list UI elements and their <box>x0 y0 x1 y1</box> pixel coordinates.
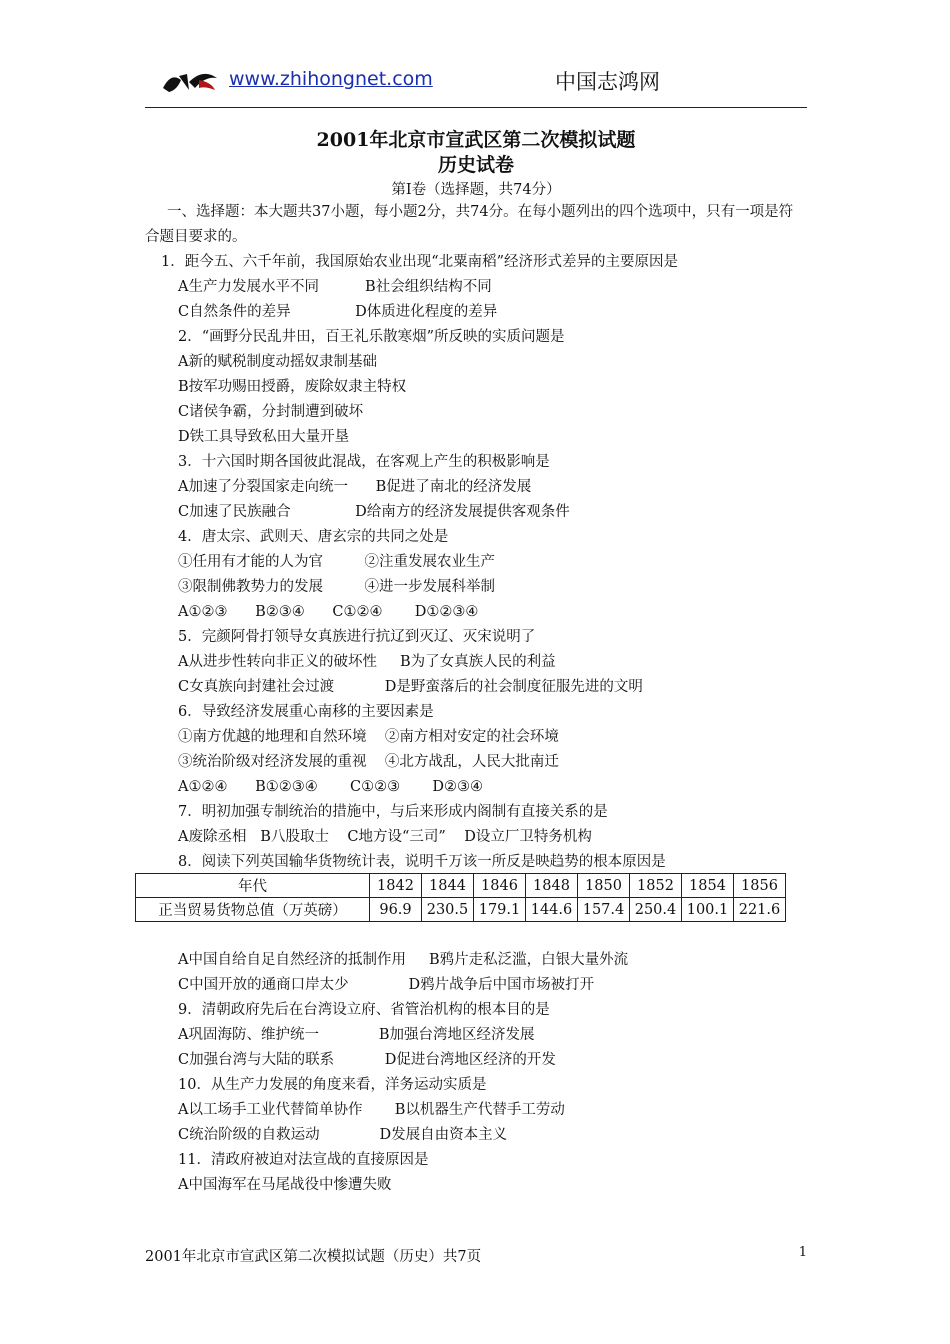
question-line: C加强台湾与大陆的联系 D促进台湾地区经济的开发 <box>178 1052 556 1068</box>
question-line: D铁工具导致私田大量开垦 <box>178 429 350 445</box>
site-name: 中国志鸿网 <box>555 70 660 94</box>
question-line: A加速了分裂国家走向统一 B促进了南北的经济发展 <box>178 479 532 495</box>
table-cell: 1848 <box>526 874 578 898</box>
question-line: A从进步性转向非正义的破坏性 B为了女真族人民的利益 <box>178 654 556 670</box>
table-cell: 250.4 <box>630 898 682 922</box>
table-cell: 96.9 <box>370 898 422 922</box>
table-row-label: 正当贸易货物总值（万英磅） <box>136 898 370 922</box>
question-line: C加速了民族融合 D给南方的经济发展提供客观条件 <box>178 504 570 520</box>
trade-table <box>135 873 786 922</box>
exam-title: 2001年北京市宣武区第二次模拟试题 <box>316 129 636 151</box>
table-cell: 100.1 <box>682 898 734 922</box>
table-cell: 179.1 <box>474 898 526 922</box>
table-cell: 1852 <box>630 874 682 898</box>
zhihong-logo-icon <box>159 66 221 96</box>
question-line: C中国开放的通商口岸太少 D鸦片战争后中国市场被打开 <box>178 977 595 993</box>
table-cell: 157.4 <box>578 898 630 922</box>
question-line: 11．清政府被迫对法宣战的直接原因是 <box>178 1152 429 1168</box>
question-line: C自然条件的差异 D体质进化程度的差异 <box>178 304 498 320</box>
question-line: A中国海军在马尾战役中惨遭失败 <box>178 1177 392 1193</box>
table-row-values <box>136 898 786 922</box>
question-line: 2．“画野分民乱井田，百王礼乐散寒烟”所反映的实质问题是 <box>178 329 565 345</box>
table-cell: 1844 <box>422 874 474 898</box>
question-line: 3．十六国时期各国彼此混战，在客观上产生的积极影响是 <box>178 454 550 470</box>
header-rule <box>145 107 807 108</box>
page-footer <box>145 1245 807 1266</box>
question-line: ③限制佛教势力的发展 ④进一步发展科举制 <box>178 579 495 595</box>
question-line: 5．完颜阿骨打领导女真族进行抗辽到灭辽、灭宋说明了 <box>178 629 536 645</box>
question-line: A①②③ B②③④ C①②④ D①②③④ <box>178 604 479 620</box>
question-line: 6．导致经济发展重心南移的主要因素是 <box>178 704 434 720</box>
table-cell: 230.5 <box>422 898 474 922</box>
table-cell: 1850 <box>578 874 630 898</box>
question-line: A中国自给自足自然经济的抵制作用 B鸦片走私泛滥，白银大量外流 <box>178 952 629 968</box>
instructions: 一、选择题：本大题共37小题，每小题2分，共74分。在每小题列出的四个选项中，只有一项是符合题目要求的。 <box>145 204 794 245</box>
exam-subject-title: 历史试卷 <box>437 154 514 176</box>
question-line: A废除丞相 B八股取士 C地方设“三司” D设立厂卫特务机构 <box>178 829 592 845</box>
table-cell: 1846 <box>474 874 526 898</box>
table-cell: 1842 <box>370 874 422 898</box>
footer-text: 2001年北京市宣武区第二次模拟试题（历史）共7页 <box>145 1249 482 1265</box>
table-row-years <box>136 874 786 898</box>
question-line: C女真族向封建社会过渡 D是野蛮落后的社会制度征服先进的文明 <box>178 679 643 695</box>
site-url-link[interactable]: www.zhihongnet.com <box>229 68 433 90</box>
question-list <box>145 948 807 1198</box>
question-line: 8．阅读下列英国输华货物统计表，说明千万该一所反是映趋势的根本原因是 <box>178 854 666 870</box>
table-cell: 221.6 <box>734 898 786 922</box>
question-line: ①南方优越的地理和自然环境 ②南方相对安定的社会环境 <box>178 729 559 745</box>
question-list <box>145 250 807 875</box>
question-line: C诸侯争霸，分封制遭到破坏 <box>178 404 364 420</box>
question-line: A巩固海防、维护统一 B加强台湾地区经济发展 <box>178 1027 535 1043</box>
question-line: 4．唐太宗、武则天、唐玄宗的共同之处是 <box>178 529 449 545</box>
question-line: A生产力发展水平不同 B社会组织结构不同 <box>178 279 492 295</box>
question-line: A①②④ B①②③④ C①②③ D②③④ <box>178 779 484 795</box>
table-cell: 1856 <box>734 874 786 898</box>
question-line: ③统治阶级对经济发展的重视 ④北方战乱，人民大批南迁 <box>178 754 559 770</box>
question-line: 1．距今五、六千年前，我国原始农业出现“北粟南稻”经济形式差异的主要原因是 <box>161 254 679 270</box>
question-line: B按军功赐田授爵，废除奴隶主特权 <box>178 379 407 395</box>
questions-part-2 <box>145 948 807 1198</box>
question-line: 9．清朝政府先后在台湾设立府、省管治机构的根本目的是 <box>178 1002 550 1018</box>
table-cell: 144.6 <box>526 898 578 922</box>
table-cell: 1854 <box>682 874 734 898</box>
page-number: 1 <box>798 1245 807 1260</box>
questions-part-1 <box>145 200 807 875</box>
section-subtitle: 第I卷（选择题，共74分） <box>391 182 561 198</box>
page-header <box>145 62 807 106</box>
question-line: C统治阶级的自救运动 D发展自由资本主义 <box>178 1127 508 1143</box>
question-line: A以工场手工业代替简单协作 B以机器生产代替手工劳动 <box>178 1102 565 1118</box>
question-line: 10．从生产力发展的角度来看，洋务运动实质是 <box>178 1077 487 1093</box>
table-header-label: 年代 <box>136 874 370 898</box>
question-line: 7．明初加强专制统治的措施中，与后来形成内阁制有直接关系的是 <box>178 804 608 820</box>
question-line: ①任用有才能的人为官 ②注重发展农业生产 <box>178 554 495 570</box>
question-line: A新的赋税制度动摇奴隶制基础 <box>178 354 377 370</box>
